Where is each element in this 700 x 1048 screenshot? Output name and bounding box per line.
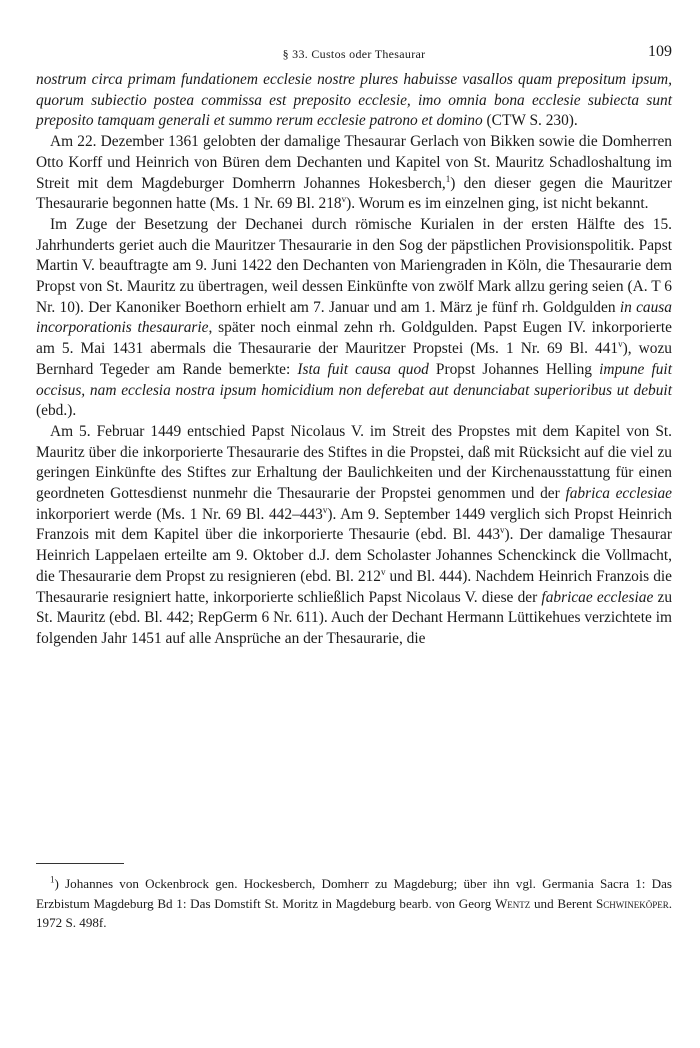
text-run: ). Worum es im einzelnen ging, ist nicht bekannt. bbox=[346, 195, 649, 213]
text-run: ). Am 9. September 1449 verglich sich Propst Heinrich Franzois mit dem Kapitel über die inkorporierte Thesaurie (ebd. Bl. 443 bbox=[36, 505, 672, 544]
footnote-divider bbox=[36, 863, 124, 864]
text-run: Am 5. Februar 1449 entschied Papst Nicolaus V. im Streit des Propstes mit dem Kapitel von St. Mauritz über die inkorporierte Thesaurarie des Stiftes in die Propstei, daß mit Rücksicht auf die viel zu geringen Einkünfte des Stiftes zur Erhaltung der Baulichkeiten und der Kirchenausstattung für einen geordneten Gottesdienst nunmehr die Thesaurarie der Propstei genommen und der bbox=[36, 422, 672, 503]
paragraph bbox=[36, 70, 672, 132]
italic-latin-text: impune fuit occisus, nam ecclesia nostra ipsum homicidium non deferebat aut denunciabat superioribus ut debuit bbox=[36, 360, 672, 399]
text-run: , später noch einmal zehn rh. Goldgulden. Papst Eugen IV. inkorporierte am 5. Mai 1431 abermals die Thesaurarie der Mauritzer Propstei (Ms. 1 Nr. 69 Bl. 441 bbox=[36, 319, 672, 358]
author-name: Wentz bbox=[494, 895, 531, 911]
superscript-mark: 1 bbox=[50, 874, 55, 885]
text-run: ), wozu Bernhard Tegeder am Rande bemerkte: bbox=[36, 340, 672, 378]
text-run: und Berent bbox=[530, 895, 596, 911]
italic-latin-text: Ista fuit causa quod bbox=[297, 360, 429, 378]
page-header bbox=[36, 43, 672, 65]
paragraph bbox=[36, 132, 672, 215]
italic-latin-text: fabricae ecclesiae bbox=[541, 588, 654, 606]
superscript-mark: 1 bbox=[445, 173, 451, 184]
superscript-mark: v bbox=[322, 504, 328, 515]
superscript-mark: v bbox=[618, 339, 623, 350]
page-number: 109 bbox=[648, 43, 672, 60]
body-text bbox=[36, 70, 672, 650]
text-run: und Bl. 444). Nachdem Heinrich Franzois die Thesaurarie resigniert hatte, inkorporierte schließlich Papst Nicolaus V. diese der bbox=[36, 567, 673, 606]
paragraph bbox=[36, 215, 672, 422]
text-run: zu St. Mauritz (ebd. Bl. 442; RepGerm 6 Nr. 611). Auch der Dechant Hermann Lüttikehues verzichtete im folgenden Jahr 1451 auf alle Ansprüche an der Thesaurarie, die bbox=[36, 588, 673, 647]
paragraph bbox=[36, 422, 672, 650]
running-head: § 33. Custos oder Thesaurar bbox=[282, 47, 426, 61]
text-run: . 1972 S. 498f. bbox=[36, 895, 672, 930]
text-run: ) Johannes von Ockenbrock gen. Hockesberch, Domherr zu Magdeburg; über ihn vgl. Germania Sacra 1: Das Erzbistum Magdeburg Bd 1: Das Domstift St. Moritz in Magdeburg bearb. von Georg bbox=[36, 876, 672, 911]
superscript-mark: v bbox=[380, 566, 386, 577]
text-run: Am 22. Dezember 1361 gelobten der damalige Thesaurar Gerlach von Bikken sowie die Domherren Otto Korff und Heinrich von Büren dem Dechanten und Kapitel von St. Mauritz Schadloshaltung im Streit mit dem Magdeburger Domherrn Johannes Hokesberch, bbox=[36, 133, 672, 192]
superscript-mark: v bbox=[500, 525, 505, 536]
superscript-mark: v bbox=[341, 194, 347, 205]
italic-latin-text: nostrum circa primam fundationem ecclesie nostre plures habuisse vasallos quam prepositum ipsum, quorum subiectio postea commissa est preposito ecclesie, imo omnia bona ecclesie subiecta sunt preposito tamquam generali et summo rerum ecclesie patrono et domino bbox=[36, 71, 672, 130]
footnotes bbox=[36, 874, 672, 933]
text-run: inkorporiert werde (Ms. 1 Nr. 69 Bl. 442–443 bbox=[36, 505, 323, 523]
book-page bbox=[36, 0, 672, 1048]
text-run: ). Der damalige Thesaurar Heinrich Lappelaen erteilte am 9. Oktober d.J. dem Scholaster Johannes Schenckinck die Vollmacht, die Thesaurarie dem Propst zu resignieren (ebd. Bl. 212 bbox=[36, 526, 672, 585]
footnote bbox=[36, 874, 672, 933]
text-run: (CTW S. 230). bbox=[482, 112, 578, 130]
text-run: Im Zuge der Besetzung der Dechanei durch römische Kurialen in der ersten Hälfte des 15. Jahrhunderts geriet auch die Mauritzer Thesaurarie in den Sog der päpstlichen Provisionspolitik. Papst Martin V. beauftragte am 9. Juni 1422 den Dechanten von Mariengraden in Köln, die Thesaurarie dem Propst von St. Mauritz zu übertragen, weil dessen Einkünfte von zwölf Mark allzu gering seien (A. T 6 Nr. 10). Der Kanoniker Boethorn erhielt am 7. Januar und am 1. März je fünf rh. Goldgulden bbox=[36, 215, 672, 316]
text-run: (ebd.). bbox=[36, 402, 77, 420]
text-run: ) den dieser gegen die Mauritzer Thesaurarie begonnen hatte (Ms. 1 Nr. 69 Bl. 218 bbox=[36, 174, 673, 213]
text-run: Propst Johannes Helling bbox=[428, 360, 600, 378]
italic-latin-text: fabrica ecclesiae bbox=[565, 485, 672, 503]
author-name: Schwineköper bbox=[595, 895, 669, 911]
italic-latin-text: in causa incorporationis thesaurarie bbox=[36, 298, 672, 337]
